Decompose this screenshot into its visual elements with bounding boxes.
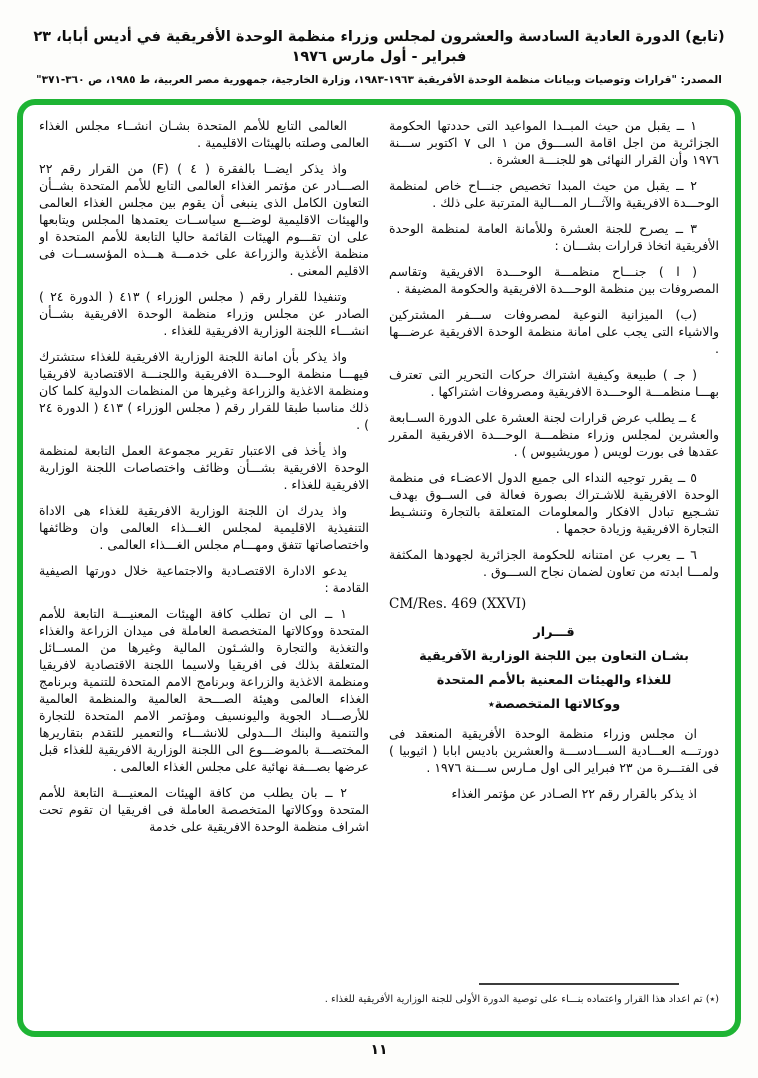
column-continuation-left (39, 117, 369, 963)
resolution-title-word: قـــرار (533, 625, 575, 640)
two-column-text (39, 117, 719, 963)
resolution-subitem-a: ( ا ) جنـــاح منظمـــة الوحـــدة الافريقية وتقاسم المصروفات بين منظمة الوحـــدة الافريقية والحكومة المضيفة . (389, 264, 719, 296)
resolution-reference: CM/Res. 469 (XXVI) (389, 596, 527, 612)
continuation-paragraph-7: يدعو الادارة الاقتصـادية والاجتماعية خلال دورتها الصيفية القادمة : (39, 563, 369, 595)
resolution-item-5: ٥ ــ يقرر توجيه النداء الى جميع الدول الاعضـاء فى منظمة الوحدة الافريقية للاشـتراك بصورة فعالة فى الســوق بهدف تشـجيع تبادل الافكار والمعلومات المتعلقة بالتجارة وتنشـيط التجارة الافريقية وزيادة حجمها . (389, 470, 719, 536)
resolution-item-6: ٦ ــ يعرب عن امتنانه للحكومة الجزائرية لجهودها المكثفة ولمـــا ابدته من تعاون لضمان نجاح الســـوق . (389, 547, 719, 579)
resolution-item-3: ٣ ــ يصرح للجنة العشرة وللأمانة العامة لمنظمة الوحدة الأفريقية اتخاذ قرارات بشـــان : (389, 221, 719, 253)
resolution-subitem-b: (ب) الميزانية النوعية لمصروفات ســـفر المشتركين والاشياء التى يجب على امانة منظمة الوحدة الافريقية عرضـــها . (389, 307, 719, 356)
continuation-paragraph-4: واذ يذكر بأن امانة اللجنة الوزارية الافريقية للغذاء ستشترك فيهـــا منظمة الوحـــدة الافريقية واللجنـــة الاقتصادية لافريقيا ومنظمة الاغذية والزراعة وغيرها من المنظمات الدولية كلما كان ذلك مناسبا طبقا للقرار رقم ( مجلس الوزراء ) ٤١٣ ( الدورة ٢٤ ) . (39, 349, 369, 432)
header-source-line: المصدر: "قرارات وتوصيات وبيانات منظمة الوحدة الأفريقية ١٩٦٣-١٩٨٣، وزارة الخارجية، جمهورية مصر العربية، ط ١٩٨٥، ص ٣٦٠-٣٧١" (36, 74, 722, 86)
continuation-paragraph-3: وتنفيذا للقرار رقم ( مجلس الوزراء ) ٤١٣ ( الدورة ٢٤ ) الصادر عن مجلس وزراء منظمة الوحدة الافريقية بشــأن انشـــاء اللجنة الوزارية الافريقية للغذاء . (39, 289, 369, 338)
resolution-item-4: ٤ ــ يطلب عرض قرارات لجنة العشرة على الدورة الســابعة والعشرين لمجلس وزراء منظمـــة الوحـــدة الافريقية المقرر عقدها فى بورت لويس ( موريشيوس ) . (389, 410, 719, 459)
footnote-text: (٭) تم اعداد هذا القرار واعتماده بنـــاء على توصية الدورة الأولى للجنة الوزارية الأفريقية للغذاء . (324, 994, 719, 1005)
continuation-paragraph-2: واذ يذكر ايضــا بالفقرة ( ٤ ) (F) من القرار رقم ٢٢ الصـــادر عن مؤتمر الغذاء العالمى التابع للأمم المتحدة بشــأن التعاون الكامل الذى ينبغى أن يقوم بين مجلس الغذاء العالمى والهيئات الاقليمية لوضـــع سياســات يعتمدها المجلس ويتابعها على ان تقـــوم الهيئات القائمة حاليا التابعة للأمم المتحدة او منظمة الأغذية والزراعة على خدمـــة هـــذه المؤسســات فى الاقليم المعنى . (39, 161, 369, 278)
content-frame (17, 99, 741, 1037)
resolution-preamble-2: اذ يذكر بالقرار رقم ٢٢ الصـادر عن مؤتمر الغذاء (451, 786, 697, 801)
resolution-preamble-1: ان مجلس وزراء منظمة الوحدة الأفريقية المنعقد فى دورتـــه العـــادية الســـادســـة والعشرين باديس ابابا ( اثيوبيا ) فى الفتـــرة من ٢٣ فبراير الى اول مـارس ســـنة ١٩٧٦ . (389, 726, 719, 775)
continuation-operative-1: ١ ــ الى ان تطلب كافة الهيئات المعنيـــة التابعة للأمم المتحدة ووكالاتها المتخصصة العاملة فى ميدان الزراعة والغذاء والتغذية والتجارة والشـئون المالية وغيرها من المســائل المتعلقة بذلك فى افريقيا ولاسيما اللجنة الاقتصادية لافريقيا ومنظمة الاغذية والزراعة وبرنامج الامم المتحدة للتنمية وبرنامج الغذاء العالمى وهيئة الصـــحة العالمية والمنظمة العالمية للأرصـــاد الجوية واليونسيف ومؤتمر الامم المتحدة للتجارة والتنمية والبنك الـــدولى للانشـــاء والتعمير للتقدم بتقاريرها المختصـــة بالموضـــوع الى اللجنة الوزارية الافريقية للغذاء قبل عرضها بصـــفة نهائية على مجلس الغذاء العالمى . (39, 606, 369, 774)
resolution-title-line-3: ووكالاتها المتخصصة٭ (487, 697, 621, 712)
continuation-operative-2: ٢ ــ بان يطلب من كافة الهيئات المعنيـــة التابعة للأمم المتحدة ووكالاتها المتخصصة العاملة فى افريقيا ان تقوم تحت اشراف منظمة الوحدة الافريقية على خدمة (39, 785, 369, 834)
resolution-title (389, 621, 719, 717)
continuation-paragraph-1: العالمى التابع للأمم المتحدة بشـان انشــاء مجلس الغذاء العالمى وصلته بالهيئات الاقليمية . (39, 118, 369, 150)
continuation-paragraph-6: واذ يدرك ان اللجنة الوزارية الافريقية للغذاء هى الاداة التنفيذية الاقليمية لمجلس الغـــذاء العالمى وان وظائفها واختصاصاتها تتفق ومهـــام مجلس الغـــذاء العالمى . (39, 503, 369, 552)
page-header (16, 27, 742, 87)
resolution-item-2: ٢ ــ يقبل من حيث المبدا تخصيص جنـــاح خاص لمنظمة الوحـــدة الافريقية والآثـــار المـــالية المترتبة على ذلك . (389, 178, 719, 210)
page-number: ١١ (370, 1042, 388, 1058)
resolution-title-line-2: للغذاء والهيئات المعنية بالأمم المتحدة (436, 673, 672, 688)
resolution-subitem-c: ( جـ ) طبيعة وكيفية اشتراك حركات التحرير التى تعترف بهـــا منظمـــة الوحـــدة الافريقية ومصروفات اشتراكها . (389, 367, 719, 399)
resolution-title-line-1: بشـان التعاون بين اللجنة الوزارية الآفريقية (419, 649, 689, 664)
footnote-separator (479, 983, 679, 985)
header-session-line: (تابع) الدورة العادية السادسة والعشرون لمجلس وزراء منظمة الوحدة الأفريقية في أديس أبابا، ٢٣ فبراير - أول مارس ١٩٧٦ (33, 29, 725, 65)
continuation-paragraph-5: واذ يأخذ فى الاعتبار تقرير مجموعة العمل التابعة لمنظمة الوحدة الافريقية بشـــأن وظائف واختصاصات اللجنة الوزارية الافريقية للغذاء . (39, 443, 369, 492)
column-primary-right (389, 117, 719, 963)
resolution-item-1: ١ ــ يقبل من حيث المبــدا المواعيد التى حددتها الحكومة الجزائرية من اجل اقامة الســـوق من ١ الى ٧ اكتوبر ســـنة ١٩٧٦ وأن القرار النهائى هو للجنـــة العشرة . (389, 118, 719, 167)
